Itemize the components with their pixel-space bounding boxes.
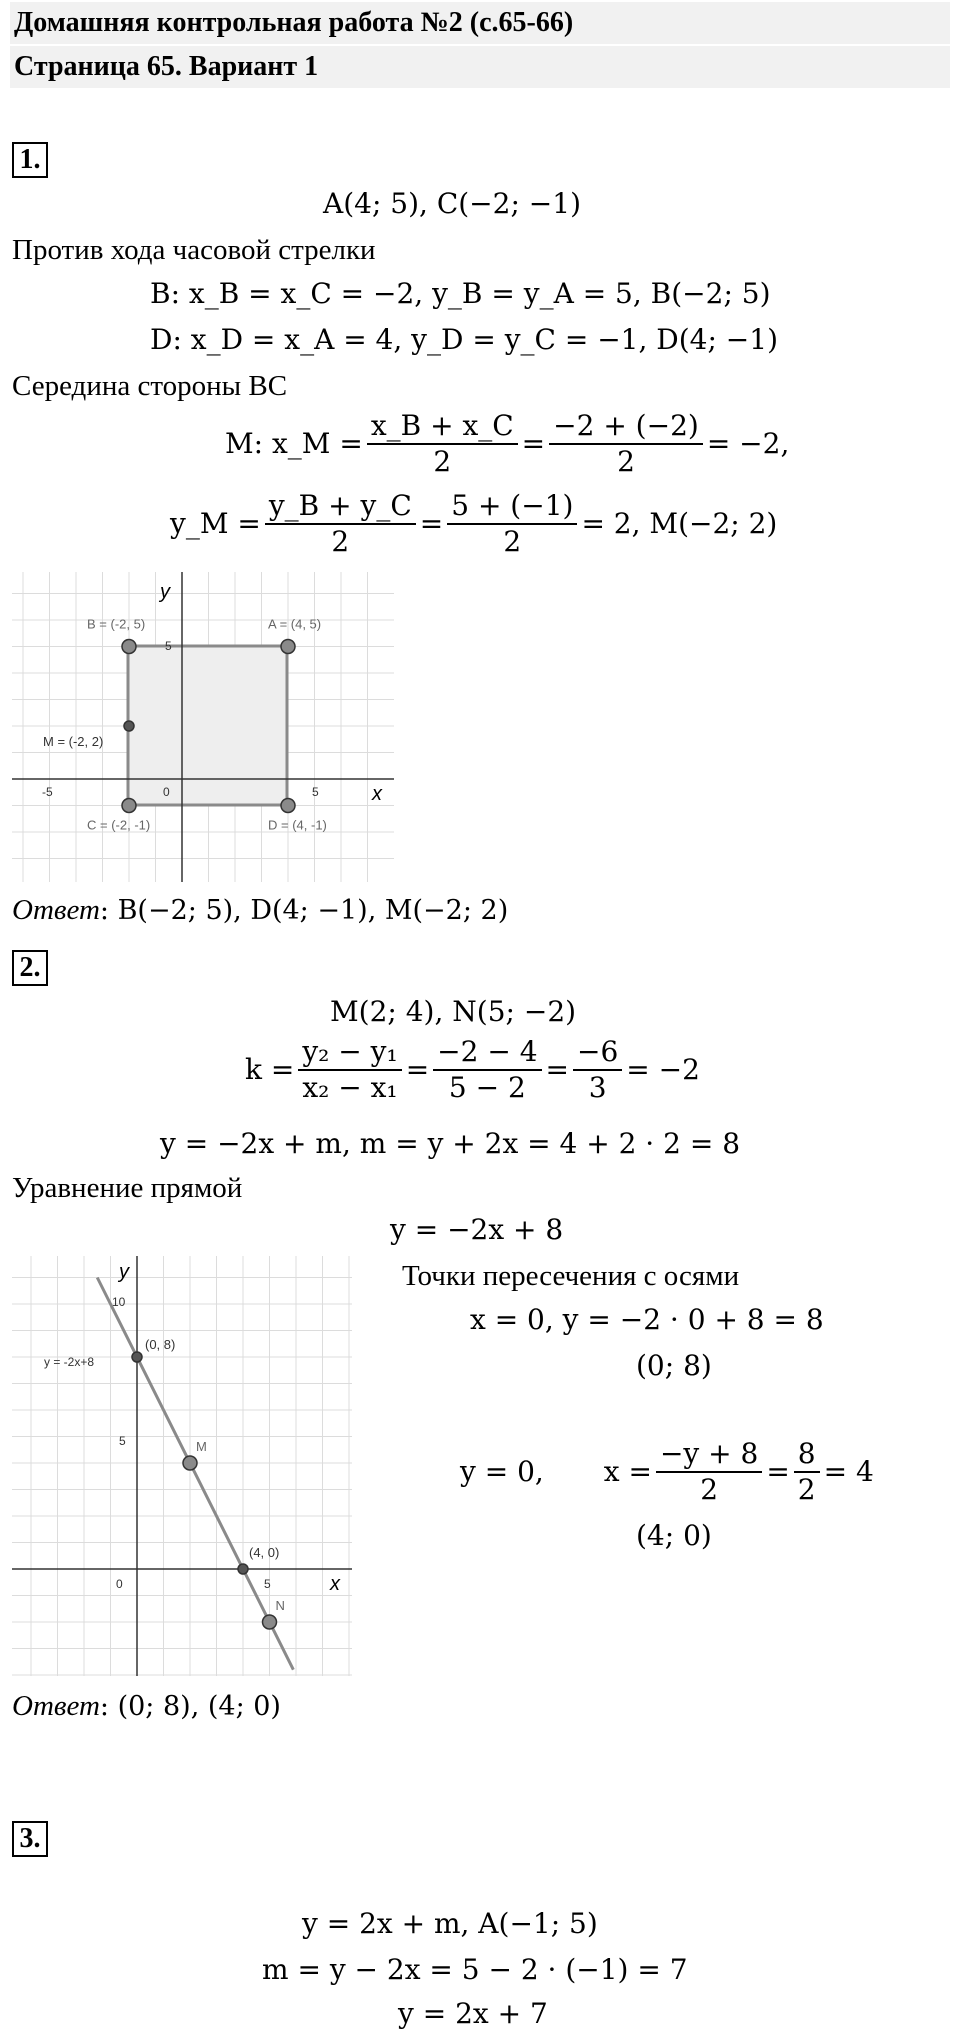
y0-fraction-2 [794, 1437, 820, 1506]
task2-answer [12, 1692, 281, 1721]
graph-2 [12, 1256, 352, 1676]
equals: = [545, 1053, 569, 1086]
task1-answer [12, 896, 508, 925]
equals: = [766, 1455, 790, 1488]
tick-y-5: 5 [165, 639, 172, 653]
task2-k-formula [245, 1035, 700, 1104]
k-fraction-2 [433, 1035, 541, 1104]
task2-y0-formula [460, 1437, 874, 1506]
point-marker [238, 1564, 248, 1574]
task2-point-2: (4; 0) [636, 1519, 712, 1552]
tick-y-10: 10 [112, 1295, 126, 1309]
xm-fraction-2 [549, 409, 703, 478]
ym-f1-num: y_B + y_C [265, 492, 416, 525]
k-f2-num: −2 − 4 [433, 1038, 541, 1071]
tick-x-5: 5 [312, 785, 319, 799]
point-label: C = (-2, -1) [87, 817, 151, 833]
answer-label: Ответ [12, 1690, 100, 1722]
page-subtitle: Страница 65. Вариант 1 [10, 46, 950, 88]
ym-f1-den: 2 [331, 525, 350, 558]
tick-y-5: 5 [119, 1434, 126, 1448]
task3-result: y = 2x + 7 [398, 1997, 548, 2030]
y-axis-label: y [119, 1261, 129, 1283]
tick-x-neg5: -5 [42, 785, 53, 799]
xm-lhs: M: x_M = [225, 427, 363, 460]
equals: = [521, 427, 546, 460]
xm-fraction-1 [367, 409, 518, 478]
xm-f2-den: 2 [617, 445, 635, 478]
answer-label: Ответ [12, 894, 100, 926]
point-marker [281, 799, 295, 813]
ym-f2-den: 2 [503, 525, 522, 558]
tick-origin: 0 [163, 785, 170, 799]
k-lhs: k = [245, 1053, 295, 1086]
y0-f1-den: 2 [700, 1473, 719, 1506]
page-title: Домашняя контрольная работа №2 (с.65-66) [10, 2, 950, 44]
tick-x-5: 5 [264, 1577, 271, 1591]
x-axis-label: x [330, 1573, 340, 1595]
equals: = [419, 507, 444, 540]
k-f2-den: 5 − 2 [448, 1071, 526, 1104]
task1-midpoint-label: Середина стороны BC [12, 370, 288, 402]
ym-result: = 2, M(−2; 2) [581, 507, 778, 540]
task-3-number: 3. [12, 1821, 48, 1857]
line-label: y = -2x+8 [44, 1355, 95, 1369]
point-label: A = (4, 5) [268, 616, 322, 632]
task1-xm-formula [225, 409, 790, 478]
task-1-number: 1. [12, 142, 48, 178]
task3-m-line: m = y − 2x = 5 − 2 · (−1) = 7 [262, 1953, 688, 1986]
y0-f2-num: 8 [794, 1440, 820, 1473]
point-label: (0, 8) [145, 1337, 176, 1352]
point-marker [183, 1456, 197, 1470]
ym-fraction-2 [447, 489, 577, 558]
y0-result: = 4 [823, 1455, 874, 1488]
point-marker [132, 1352, 142, 1362]
y0-f2-den: 2 [797, 1473, 816, 1506]
k-fraction-1 [298, 1035, 401, 1104]
task2-intersection-label: Точки пересечения с осями [402, 1260, 740, 1292]
y0-fraction-1 [656, 1437, 762, 1506]
k-result: = −2 [626, 1053, 700, 1086]
xm-f1-den: 2 [433, 445, 452, 478]
task2-given: M(2; 4), N(5; −2) [330, 995, 577, 1028]
task1-counterclockwise: Против хода часовой стрелки [12, 234, 376, 266]
point-marker [263, 1615, 277, 1629]
task3-given: y = 2x + m, A(−1; 5) [302, 1907, 598, 1940]
k-f3-num: −6 [573, 1038, 622, 1071]
task1-ym-formula [170, 489, 778, 558]
task2-point-1: (0; 8) [636, 1349, 712, 1382]
point-label: M = (-2, 2) [43, 734, 104, 749]
task2-x0-line: x = 0, y = −2 · 0 + 8 = 8 [470, 1303, 824, 1336]
xm-result: = −2, [706, 427, 790, 460]
point-label: N [275, 1598, 285, 1613]
equals: = [405, 1053, 430, 1086]
task1-d-line: D: x_D = x_A = 4, y_D = y_C = −1, D(4; −1) [150, 323, 779, 356]
task2-line-eq: y = −2x + m, m = y + 2x = 4 + 2 · 2 = 8 [160, 1127, 741, 1160]
k-f3-den: 3 [588, 1071, 607, 1104]
task2-eq-label: Уравнение прямой [12, 1172, 243, 1204]
task2-eq-final: y = −2x + 8 [390, 1213, 564, 1246]
point-label: B = (-2, 5) [87, 616, 146, 632]
x-axis-label: x [372, 783, 382, 805]
point-label: D = (4, -1) [268, 817, 327, 833]
k-fraction-3 [573, 1035, 622, 1104]
y0-f1-num: −y + 8 [656, 1440, 762, 1473]
y-axis-label: y [160, 581, 170, 603]
point-marker [124, 721, 134, 731]
xm-f1-num: x_B + x_C [367, 412, 518, 445]
xm-f2-num: −2 + (−2) [549, 412, 703, 445]
point-label: (4, 0) [249, 1545, 280, 1560]
y0-x: x = [603, 1455, 652, 1488]
point-marker [281, 640, 295, 654]
point-label: M [196, 1439, 207, 1454]
point-marker [122, 799, 136, 813]
task-2-number: 2. [12, 950, 48, 986]
k-f1-num: y₂ − y₁ [298, 1038, 401, 1071]
task1-given: A(4; 5), C(−2; −1) [323, 187, 581, 220]
task1-b-line: B: x_B = x_C = −2, y_B = y_A = 5, B(−2; 5) [150, 277, 771, 310]
tick-origin: 0 [116, 1577, 123, 1591]
graph-1 [12, 572, 394, 882]
square-abcd [128, 646, 287, 805]
point-marker [122, 640, 136, 654]
ym-f2-num: 5 + (−1) [447, 492, 577, 525]
answer-value: : B(−2; 5), D(4; −1), M(−2; 2) [99, 895, 509, 926]
ym-fraction-1 [265, 489, 416, 558]
answer-value: : (0; 8), (4; 0) [99, 1691, 281, 1722]
ym-lhs: y_M = [170, 507, 261, 540]
y0-lhs: y = 0, [460, 1455, 544, 1488]
k-f1-den: x₂ − x₁ [302, 1071, 398, 1104]
